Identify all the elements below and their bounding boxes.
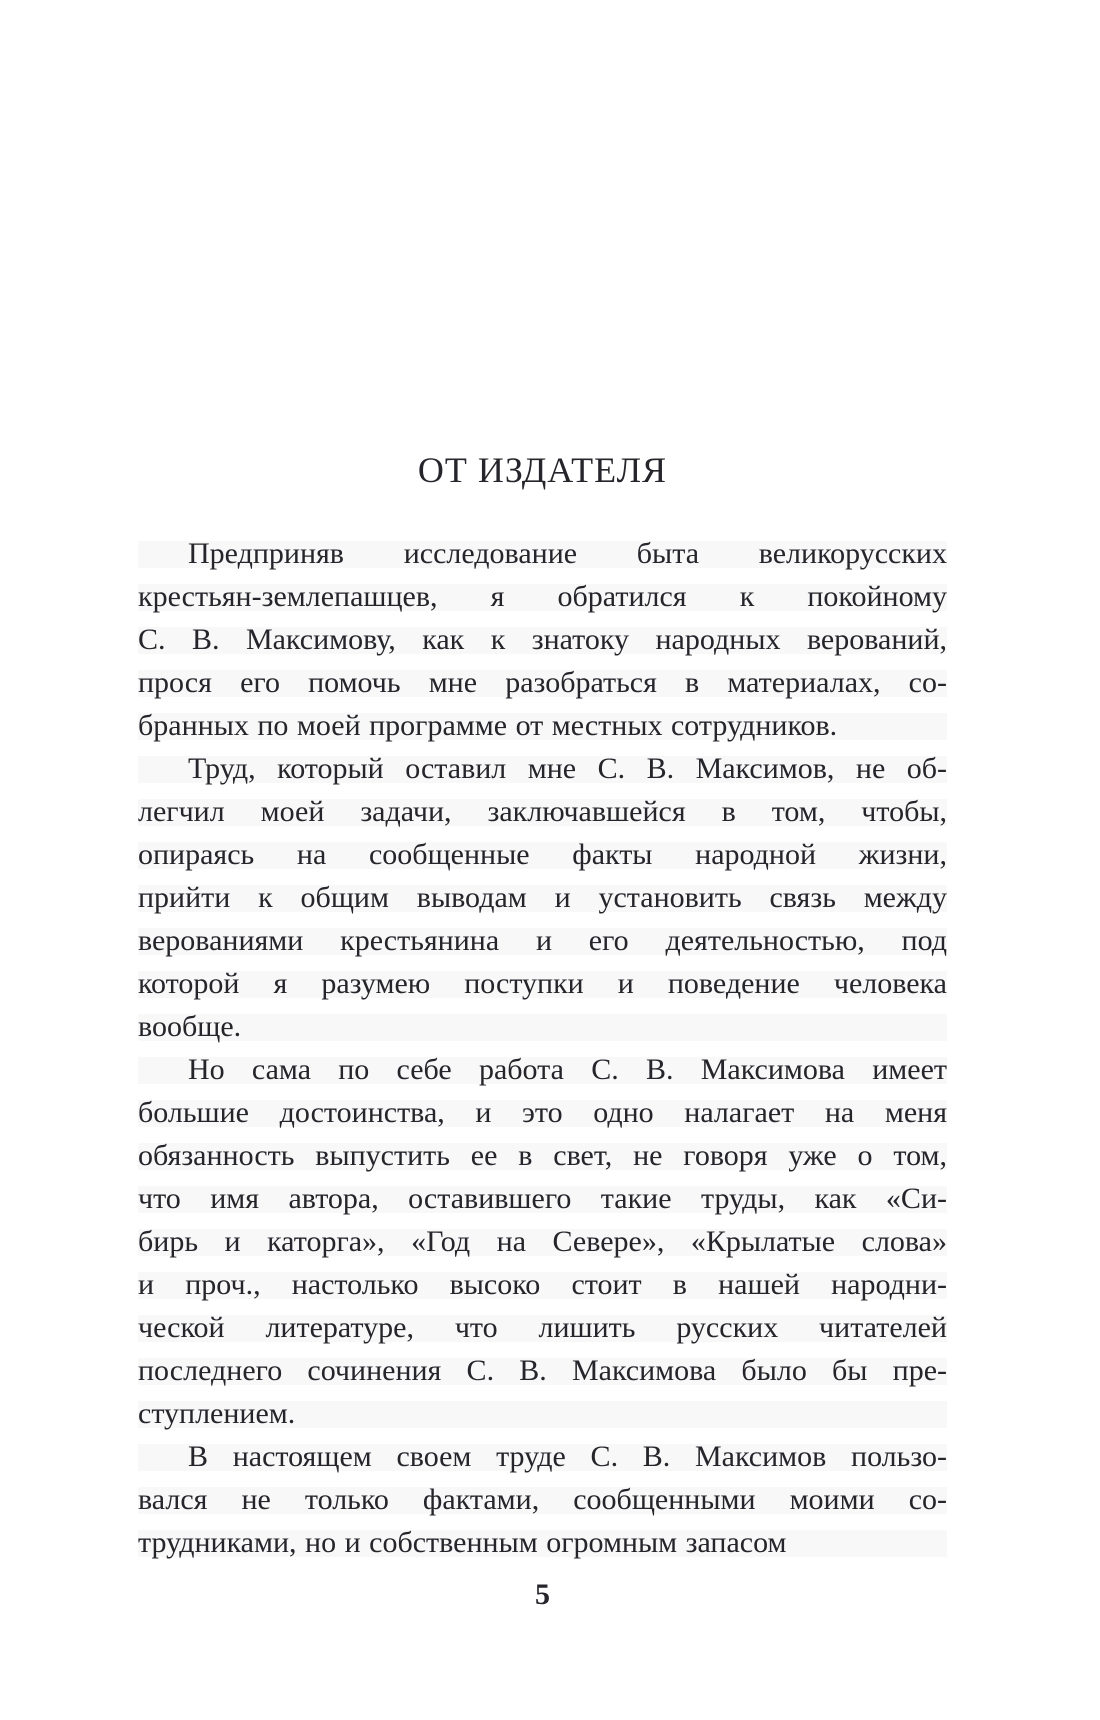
text-line: трудниками, но и собственным огромным запасом — [138, 1526, 787, 1559]
body-text — [138, 532, 947, 1564]
text-line: легчил моей задачи, заключавшейся в том, чтобы, — [138, 795, 947, 828]
text-line: бранных по моей программе от местных сотрудников. — [138, 709, 838, 742]
text-line: что имя автора, оставившего такие труды, как «Си- — [138, 1182, 947, 1215]
text-line: ступлением. — [138, 1397, 296, 1430]
text-line: обязанность выпустить ее в свет, не говоря уже о том, — [138, 1139, 947, 1172]
text-line: С. В. Максимову, как к знатоку народных верований, — [138, 623, 947, 656]
text-line: прийти к общим выводам и установить связь между — [138, 881, 947, 914]
text-line: опираясь на сообщенные факты народной жизни, — [138, 838, 947, 871]
text-line: и проч., настолько высоко стоит в нашей народни- — [138, 1268, 947, 1301]
text-line: большие достоинства, и это одно налагает на меня — [138, 1096, 947, 1129]
text-line: вообще. — [138, 1010, 242, 1043]
text-line: В настоящем своем труде С. В. Максимов пользо- — [188, 1440, 947, 1473]
text-line: верованиями крестьянина и его деятельностью, под — [138, 924, 947, 957]
text-line: Предприняв исследование быта великорусских — [188, 537, 947, 570]
text-line: последнего сочинения С. В. Максимова было бы пре- — [138, 1354, 947, 1387]
text-block — [138, 448, 947, 1564]
page-number: 5 — [535, 1578, 550, 1611]
text-line: Труд, который оставил мне С. В. Максимов, не об- — [188, 752, 947, 785]
text-line: бирь и каторга», «Год на Севере», «Крылатые слова» — [138, 1225, 947, 1258]
page-title: ОТ ИЗДАТЕЛЯ — [417, 450, 668, 490]
text-line: Но сама по себе работа С. В. Максимова имеет — [188, 1053, 947, 1086]
text-line: вался не только фактами, сообщенными моими со- — [138, 1483, 947, 1516]
text-line: крестьян-землепашцев, я обратился к покойному — [138, 580, 947, 613]
text-line: которой я разумею поступки и поведение человека — [138, 967, 947, 1000]
text-line: ческой литературе, что лишить русских читателей — [138, 1311, 947, 1344]
text-line: прося его помочь мне разобраться в материалах, со- — [138, 666, 947, 699]
